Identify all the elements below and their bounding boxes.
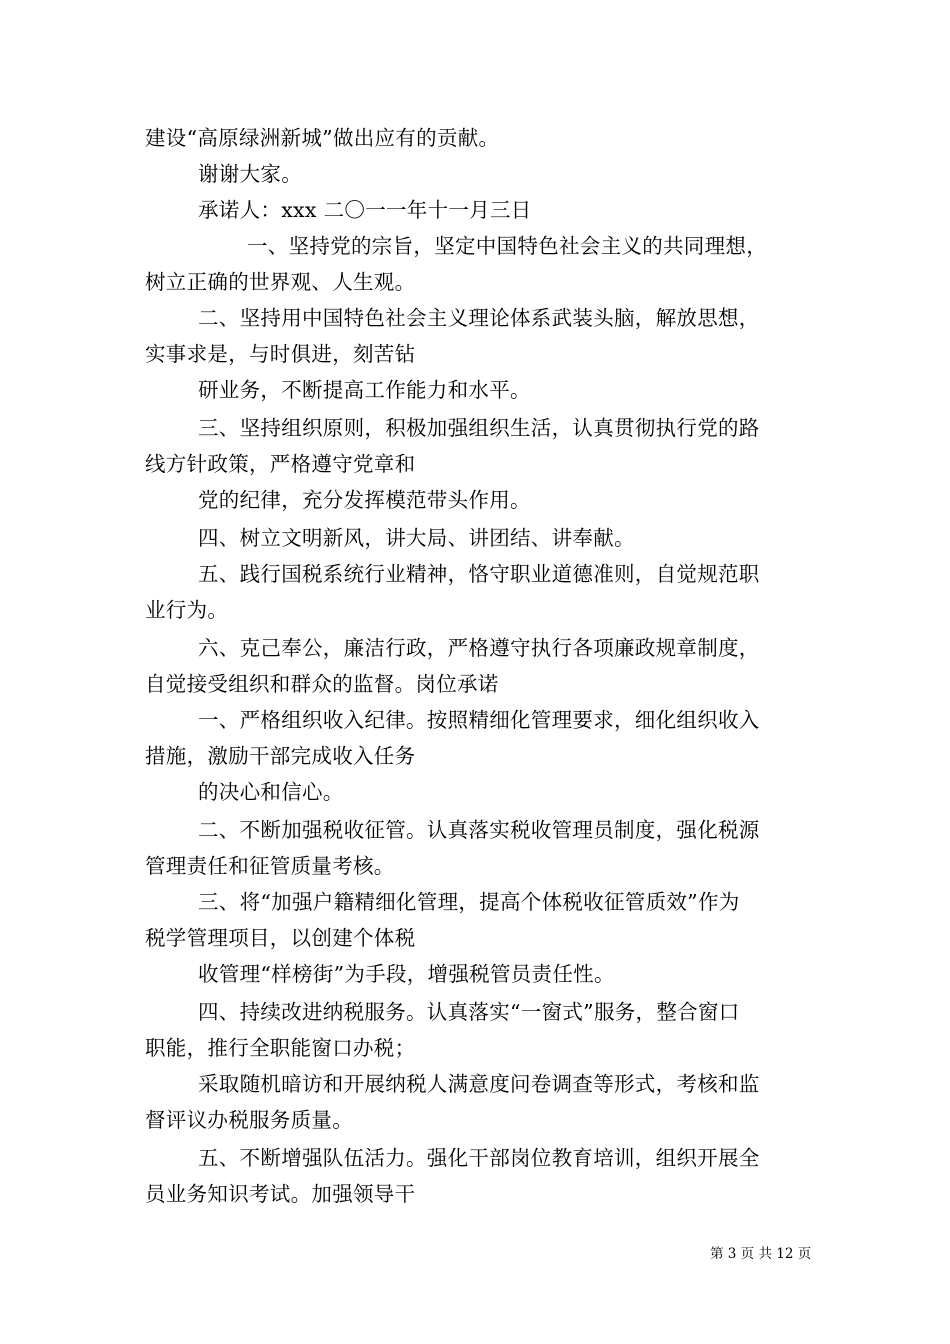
- text-line: 采取随机暗访和开展纳税人满意度问卷调查等形式，考核和监: [198, 1072, 760, 1096]
- text-line: 三、坚持组织原则，积极加强组织生活，认真贯彻执行党的路: [198, 416, 760, 440]
- text-line: 员业务知识考试。加强领导干: [145, 1182, 416, 1206]
- text-line: 业行为。: [145, 598, 229, 622]
- text-line: 一、坚持党的宗旨，坚定中国特色社会主义的共同理想，: [247, 234, 767, 258]
- text-line: 树立正确的世界观、人生观。: [145, 270, 416, 294]
- text-line: 实事求是，与时俱进，刻苦钻: [145, 342, 416, 366]
- text-line: 督评议办税服务质量。: [145, 1108, 353, 1132]
- text-line: 收管理“样榜街”为手段，增强税管员责任性。: [198, 962, 615, 986]
- text-line: 三、将“加强户籍精细化管理，提高个体税收征管质效”作为: [198, 890, 740, 914]
- text-line: 一、严格组织收入纪律。按照精细化管理要求，细化组织收入: [198, 708, 760, 732]
- text-line: 税学管理项目，以创建个体税: [145, 926, 416, 950]
- text-line: 六、克己奉公，廉洁行政，严格遵守执行各项廉政规章制度，: [198, 636, 760, 660]
- text-line: 党的纪律，充分发挥模范带头作用。: [198, 488, 531, 512]
- text-line: 的决心和信心。: [198, 780, 344, 804]
- text-line: 二、不断加强税收征管。认真落实税收管理员制度，强化税源: [198, 818, 760, 842]
- text-line: 谢谢大家。: [198, 162, 302, 186]
- text-line: 建设“高原绿洲新城”做出应有的贡献。: [145, 126, 500, 150]
- text-line: 四、持续改进纳税服务。认真落实“一窗式”服务，整合窗口: [198, 1000, 740, 1024]
- text-line: 职能，推行全职能窗口办税；: [145, 1036, 416, 1060]
- text-line: 五、践行国税系统行业精神，恪守职业道德准则，自觉规范职: [198, 562, 760, 586]
- text-line: 措施，激励干部完成收入任务: [145, 744, 416, 768]
- text-line: 五、不断增强队伍活力。强化干部岗位教育培训，组织开展全: [198, 1146, 760, 1170]
- text-line: 承诺人：xxx 二〇一一年十一月三日: [198, 198, 532, 222]
- text-line: 管理责任和征管质量考核。: [145, 854, 395, 878]
- text-line: 自觉接受组织和群众的监督。岗位承诺: [145, 672, 499, 696]
- text-line: 线方针政策，严格遵守党章和: [145, 452, 416, 476]
- text-line: 二、坚持用中国特色社会主义理论体系武装头脑，解放思想，: [198, 306, 760, 330]
- page-number: 第 3 页 共 12 页: [710, 1246, 812, 1262]
- text-line: 四、树立文明新风，讲大局、讲团结、讲奉献。: [198, 526, 635, 550]
- text-line: 研业务，不断提高工作能力和水平。: [198, 378, 531, 402]
